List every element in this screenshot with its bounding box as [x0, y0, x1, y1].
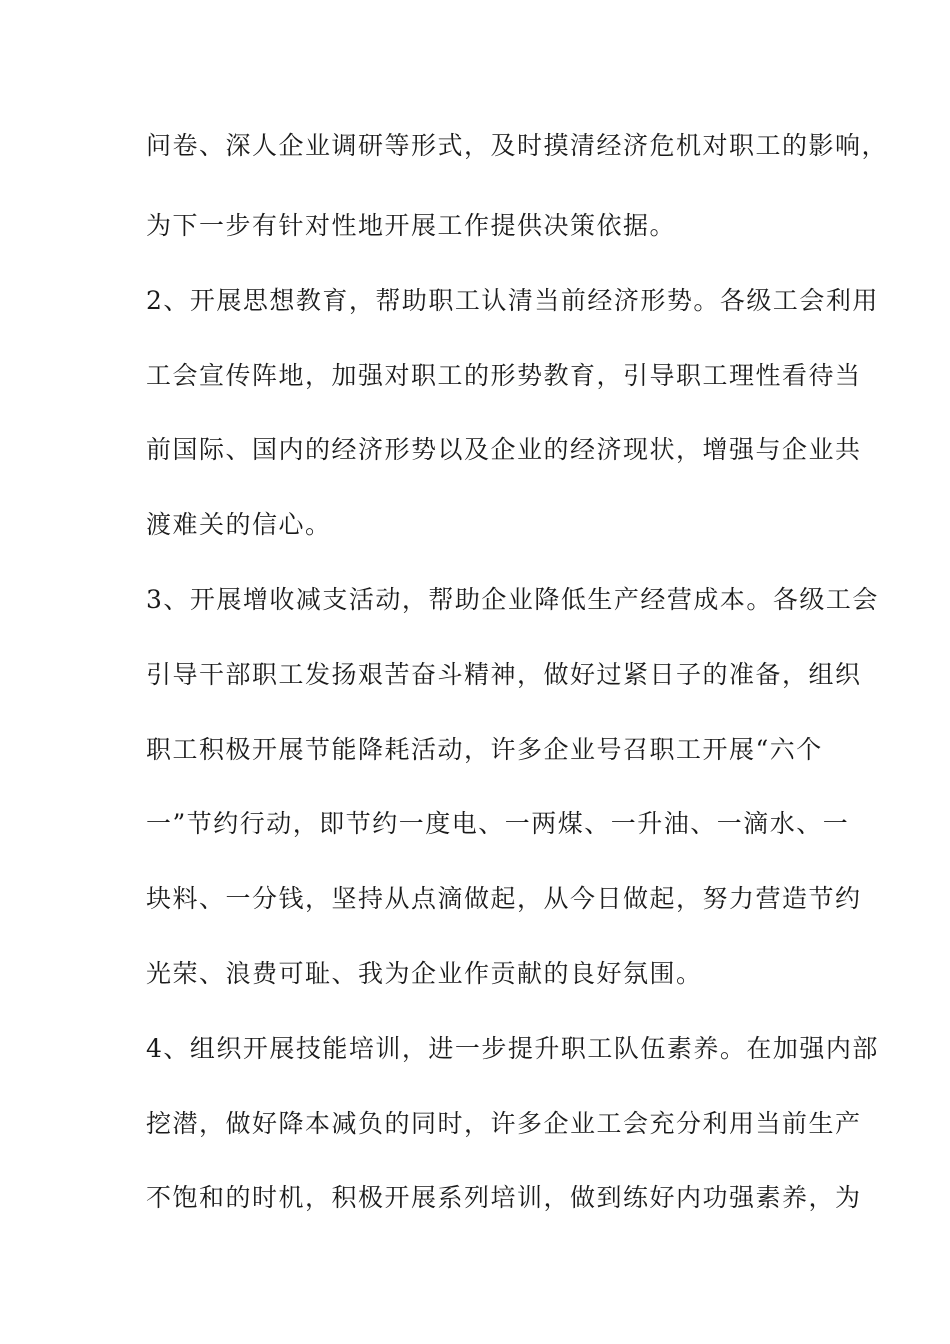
text-line-12: 光荣、浪费可耻、我为企业作贡献的良好氛围。 [146, 959, 703, 988]
text-line-4: 工会宣传阵地，加强对职工的形势教育，引导职工理性看待当 [146, 361, 862, 390]
text-line-10: 一”节约行动，即节约一度电、一两煤、一升油、一滴水、一 [146, 809, 850, 838]
text-line-15: 不饱和的时机，积极开展系列培训，做到练好内功强素养，为 [146, 1183, 862, 1212]
text-line-6: 渡难关的信心。 [146, 510, 332, 539]
text-line-14: 挖潜，做好降本减负的同时，许多企业工会充分利用当前生产 [146, 1109, 862, 1138]
text-line-9: 职工积极开展节能降耗活动，许多企业号召职工开展“六个 [146, 735, 823, 764]
text-line-13: 4、组织开展技能培训，进一步提升职工队伍素养。在加强内部 [146, 1034, 879, 1063]
text-line-11: 块料、一分钱，坚持从点滴做起，从今日做起，努力营造节约 [146, 884, 862, 913]
text-line-2: 为下一步有针对性地开展工作提供决策依据。 [146, 211, 677, 240]
text-line-3: 2、开展思想教育，帮助职工认清当前经济形势。各级工会利用 [146, 286, 879, 315]
text-line-8: 引导干部职工发扬艰苦奋斗精神，做好过紧日子的准备，组织 [146, 660, 862, 689]
text-line-1: 问卷、深人企业调研等形式，及时摸清经济危机对职工的影响， [146, 131, 889, 160]
text-line-7: 3、开展增收减支活动，帮助企业降低生产经营成本。各级工会 [146, 585, 879, 614]
text-line-5: 前国际、国内的经济形势以及企业的经济现状，增强与企业共 [146, 435, 862, 464]
